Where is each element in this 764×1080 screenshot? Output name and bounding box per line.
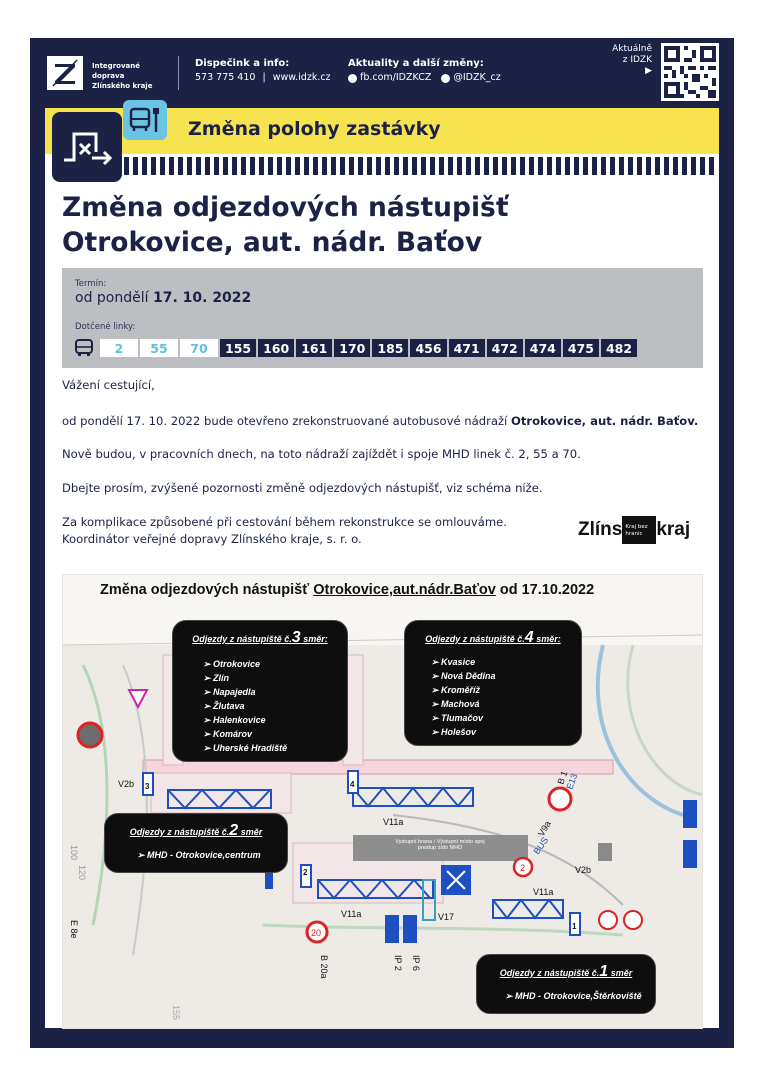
svg-text:100: 100	[69, 845, 79, 861]
platform-4-destinations	[431, 655, 571, 739]
destination-item: ➢ Napajedla	[203, 685, 337, 699]
platform-3-destinations	[203, 657, 337, 755]
line-badge-regional: 185	[372, 339, 408, 357]
news-info	[348, 57, 501, 85]
destination-item: ➢ Žlutava	[203, 699, 337, 713]
term-prefix: od pondělí	[75, 290, 153, 306]
dispatch-phone[interactable]: 573 775 410	[195, 72, 256, 83]
bus-stop-badge	[123, 100, 167, 140]
svg-text:E13: E13	[564, 772, 580, 791]
banner-title: Změna polohy zastávky	[188, 118, 441, 140]
stop-relocation-icon	[52, 112, 122, 182]
line-badge-regional: 475	[563, 339, 599, 357]
paragraph-1-text: od pondělí 17. 10. 2022 bude otevřeno zrekonstruované autobusové nádraží	[62, 414, 511, 428]
scheme-title-prefix: Změna odjezdových nástupišť	[100, 582, 314, 598]
platform-3-label: Odjezdy z nástupiště č.	[192, 634, 292, 644]
svg-text:V17: V17	[438, 912, 455, 922]
platform-2-title	[115, 822, 277, 840]
svg-text:BUS: BUS	[531, 835, 551, 857]
bus-icon	[74, 339, 94, 357]
exit-island-note-line-1: Vystupní hrana / Výstupní místo spoj	[395, 839, 485, 845]
platform-3-title	[183, 629, 337, 647]
paragraph-4	[62, 514, 507, 548]
aktualne-line-2: z IDZK	[622, 55, 652, 65]
scheme-title-place: Otrokovice,aut.nádr.Baťov	[313, 582, 496, 598]
zlk-logo-box-line-2: hranic	[625, 531, 643, 537]
org-name	[92, 61, 172, 91]
destination-item: ➢ MHD - Otrokovice,Štěrkoviště	[505, 989, 645, 1003]
platform-4-number: 4	[524, 629, 534, 646]
scheme-title-date: od 17.10.2022	[495, 582, 595, 598]
destination-item: ➢ Machová	[431, 697, 571, 711]
line-badge-regional: 482	[601, 339, 637, 357]
paragraph-2: Nově budou, v pracovních dnech, na toto nádraží zajíždět i spoje MHD linek č. 2, 55 a 70.	[62, 447, 581, 461]
destination-item: ➢ Halenkovice	[203, 713, 337, 727]
zlk-logo-right: kraj	[656, 519, 691, 540]
platform-2-number: 2	[229, 822, 239, 839]
idzk-logo-icon	[47, 56, 83, 90]
scheme-title	[100, 582, 594, 598]
svg-text:2: 2	[303, 868, 308, 877]
aktualne-line-1: Aktuálně	[612, 44, 652, 54]
svg-text:B 20a: B 20a	[319, 955, 329, 979]
platform-2-destinations	[137, 848, 277, 862]
destination-item: ➢ Holešov	[431, 725, 571, 739]
platform-1-number: 1	[599, 963, 609, 980]
platform-3-callout	[172, 620, 348, 762]
affected-lines	[74, 338, 639, 358]
line-badge-regional: 155	[220, 339, 256, 357]
facebook-link[interactable]: fb.com/IDZKCZ	[360, 72, 432, 83]
bus-stop-icon	[123, 100, 167, 140]
dispatch-web-link[interactable]: www.idzk.cz	[272, 72, 331, 83]
twitter-link[interactable]: @IDZK_cz	[453, 72, 501, 83]
paragraph-4-line-1: Za komplikace způsobené při cestování během rekonstrukce se omlouváme.	[62, 515, 507, 529]
platform-3-number: 3	[291, 629, 301, 646]
org-line-2: Zlínského kraje	[92, 82, 153, 90]
line-badge-regional: 161	[296, 339, 332, 357]
dispatch-separator: |	[262, 72, 266, 83]
zlinsky-kraj-logo	[578, 515, 690, 545]
platform-2-label: Odjezdy z nástupiště č.	[129, 827, 230, 837]
exit-island-note	[355, 839, 525, 851]
page-title-line-2: Otrokovice, aut. nádr. Baťov	[62, 227, 483, 258]
lines-label: Dotčené linky:	[75, 322, 136, 332]
paragraph-1-station: Otrokovice, aut. nádr. Baťov.	[510, 414, 699, 428]
header-divider	[178, 56, 179, 90]
platform-1-suffix: směr	[608, 968, 633, 978]
svg-text:V2b: V2b	[575, 865, 592, 875]
paragraph-4-line-2: Koordinátor veřejné dopravy Zlínského kraje, s. r. o.	[62, 532, 362, 546]
paragraph-1	[62, 413, 698, 430]
page-title	[62, 190, 509, 260]
platform-4-callout	[404, 620, 582, 746]
idzk-logo	[47, 56, 83, 90]
svg-text:120: 120	[77, 865, 87, 881]
destination-item: ➢ Kvasice	[431, 655, 571, 669]
destination-item: ➢ MHD - Otrokovice,centrum	[137, 848, 277, 862]
paragraph-3: Dbejte prosím, zvýšené pozornosti změně odjezdových nástupišť, viz schéma níže.	[62, 481, 543, 495]
line-badge-regional: 456	[410, 339, 446, 357]
line-badge-regional: 160	[258, 339, 294, 357]
svg-text:V11a: V11a	[341, 909, 362, 919]
destination-item: ➢ Nová Dědina	[431, 669, 571, 683]
svg-text:3: 3	[145, 782, 150, 791]
destination-item: ➢ Kroměříž	[431, 683, 571, 697]
term-label: Termín:	[75, 279, 107, 289]
platform-4-title	[415, 629, 571, 647]
platform-1-destinations	[505, 989, 645, 1003]
platform-1-label: Odjezdy z nástupiště č.	[499, 968, 600, 978]
greeting: Vážení cestující,	[62, 378, 155, 392]
svg-text:IP 6: IP 6	[411, 955, 421, 971]
destination-item: ➢ Tlumačov	[431, 711, 571, 725]
zlk-logo-box-line-1: Kraj bez	[625, 524, 648, 530]
news-title: Aktuality a další změny:	[348, 58, 484, 69]
line-badge-regional: 170	[334, 339, 370, 357]
zlk-logo-left: Zlíns	[578, 519, 623, 540]
qr-code-icon	[664, 46, 716, 98]
svg-text:V2b: V2b	[118, 779, 135, 789]
svg-text:1: 1	[572, 922, 577, 931]
org-line-1: Integrované doprava	[92, 62, 140, 80]
line-badge-regional: 472	[487, 339, 523, 357]
svg-text:V11a: V11a	[383, 817, 404, 827]
destination-item: ➢ Komárov	[203, 727, 337, 741]
platform-1-title	[487, 963, 645, 981]
svg-text:2: 2	[520, 863, 526, 873]
svg-text:V9a: V9a	[536, 819, 553, 838]
destination-item: ➢ Uherské Hradiště	[203, 741, 337, 755]
line-badge-city: 70	[180, 339, 218, 357]
term-date: 17. 10. 2022	[152, 290, 252, 306]
twitter-icon	[441, 74, 450, 83]
aktualne-label	[596, 44, 652, 77]
line-badge-regional: 474	[525, 339, 561, 357]
stop-relocation-badge	[52, 112, 122, 182]
dispatch-info	[195, 57, 331, 85]
svg-text:B 1: B 1	[555, 769, 570, 786]
page-title-line-1: Změna odjezdových nástupišť	[62, 192, 509, 223]
zlk-logo-box	[622, 516, 656, 544]
dispatch-title: Dispečink a info:	[195, 58, 290, 69]
svg-text:E 8e: E 8e	[69, 920, 79, 939]
play-arrow-icon: ▶	[645, 66, 652, 76]
line-badge-city: 55	[140, 339, 178, 357]
platform-4-label: Odjezdy z nástupiště č.	[425, 634, 525, 644]
platform-4-suffix: směr:	[533, 634, 561, 644]
platform-3-suffix: směr:	[300, 634, 328, 644]
line-badge-regional: 471	[449, 339, 485, 357]
platform-1-callout	[476, 954, 656, 1014]
svg-text:V11a: V11a	[533, 887, 554, 897]
svg-text:20: 20	[311, 928, 322, 938]
stripe-divider	[124, 157, 716, 175]
destination-item: ➢ Otrokovice	[203, 657, 337, 671]
svg-text:IP 2: IP 2	[393, 955, 403, 971]
exit-island-note-line-2: prestup z/do MHD	[417, 845, 463, 851]
platform-2-suffix: směr	[238, 827, 263, 837]
facebook-icon	[348, 74, 357, 83]
platform-2-callout	[104, 813, 288, 873]
line-badge-city: 2	[100, 339, 138, 357]
term-value	[75, 290, 251, 306]
svg-text:155: 155	[171, 1005, 181, 1021]
svg-text:4: 4	[350, 780, 355, 789]
qr-code[interactable]	[661, 43, 719, 101]
destination-item: ➢ Zlín	[203, 671, 337, 685]
